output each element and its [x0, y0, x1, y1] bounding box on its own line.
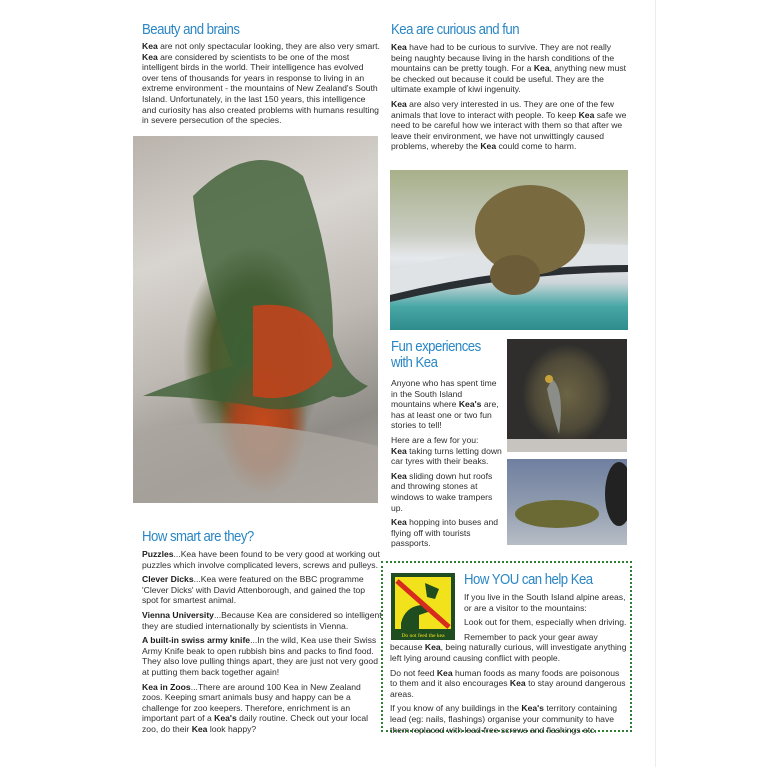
text-run: Remember to pack your gear away because	[390, 631, 598, 653]
bold-run: Kea	[509, 678, 526, 689]
bold-run: Kea	[391, 517, 407, 528]
text-run: ...Because Kea are considered so intelligent they are studied internationally by scientists in Vienna.	[142, 609, 382, 631]
beauty-text	[142, 41, 380, 130]
kea-tyre-icon	[507, 459, 627, 545]
heading-how-you-can-help: How YOU can help Kea	[464, 571, 593, 588]
text-run: , being naturally curious, will investigate anything left lying around causing conflict with people.	[390, 642, 627, 663]
text-run: taking turns letting down car tyres with their beaks.	[391, 445, 502, 467]
paragraph	[391, 517, 503, 549]
kea-wings-spread-photo	[133, 136, 378, 503]
bold-run: Kea	[480, 141, 497, 152]
text-run: daily routine. Check out your local zoo, do their	[142, 713, 369, 734]
paragraph	[142, 549, 382, 570]
heading-fun-experiences-line2: with Kea	[391, 354, 438, 371]
text-run: Do not feed	[390, 667, 437, 678]
bold-run: Clever Dicks	[142, 574, 194, 585]
paragraph	[464, 617, 628, 628]
kea-on-car-photo	[390, 170, 628, 330]
text-run: territory containing lead (eg: nails, flashings) organise your community to have them replaced with lead-free screws and flashings etc.	[390, 703, 618, 735]
bold-run: Kea	[191, 723, 208, 734]
fun-experiences-text	[391, 378, 503, 553]
kea-on-car-icon	[390, 170, 628, 330]
paragraph	[464, 592, 628, 613]
bold-run: Kea's	[521, 703, 544, 714]
paragraph	[142, 635, 382, 677]
text-run: are, has at least one or two fun stories to tell!	[391, 399, 499, 431]
paragraph	[142, 610, 382, 631]
paragraph	[142, 41, 380, 126]
paragraph	[390, 632, 628, 664]
curious-text	[391, 42, 631, 156]
text-run: could come to harm.	[496, 141, 577, 152]
text-run: sliding down hut roofs and throwing stones at windows to wake trampers up.	[391, 470, 493, 513]
kea-closeup-photo	[507, 339, 627, 452]
text-run: If you live in the South Island alpine areas, or are a visitor to the mountains:	[464, 592, 626, 613]
text-run: look happy?	[207, 723, 257, 734]
text-run: hopping into buses and flying off with tourists passports.	[391, 517, 499, 549]
bold-run: Kea	[142, 51, 158, 62]
sign-caption: Do not feed the kea	[401, 633, 445, 639]
text-run: ...Kea were featured on the BBC programme 'Clever Dicks' with David Attenborough, and gained the top spot for smartest animal.	[142, 574, 366, 606]
heading-kea-curious: Kea are curious and fun	[391, 21, 520, 38]
text-run: Anyone who has spent time in the South Island mountains where	[391, 378, 497, 410]
bold-run: A built-in swiss army knife	[142, 635, 251, 646]
text-run: have had to be curious to survive. They are not really being naughty because living in the harsh conditions of the mountains can be pretty tough. For a	[391, 42, 615, 74]
text-run: , anything new must be checked out because it could be useful. They are the ultimate example of kiwi ingenuity.	[391, 63, 627, 95]
bold-run: Kea in Zoos	[142, 681, 191, 692]
text-run: are also very interested in us. They are one of the few animals that love to interact with people. To keep	[391, 98, 614, 120]
bold-run: Kea	[391, 98, 407, 109]
bold-run: Kea	[424, 642, 441, 653]
text-run: ...Kea have been found to be very good at working out puzzles which involve complicated levers, screws and pulleys.	[142, 549, 380, 570]
heading-fun-experiences-line1: Fun experiences	[391, 338, 481, 355]
bold-run: Kea's	[458, 399, 482, 410]
text-run: safe we need to be careful how we interact with them so that after we leave their environment, we have not unwittingly caused problems, whereby the	[391, 109, 627, 152]
bold-run: Kea	[391, 445, 407, 456]
bold-run: Kea	[436, 667, 453, 678]
paragraph	[391, 435, 503, 467]
bold-run: Vienna University	[142, 609, 214, 620]
paragraph	[390, 668, 628, 700]
text-run: If you know of any buildings in the	[390, 703, 522, 714]
paragraph	[142, 682, 382, 735]
text-run: are not only spectacular looking, they are also very smart.	[157, 41, 380, 51]
how-smart-text	[142, 549, 382, 739]
paragraph	[391, 42, 631, 95]
paragraph	[390, 703, 628, 735]
paragraph	[391, 99, 631, 152]
help-text	[390, 592, 628, 739]
bold-run: Puzzles	[142, 549, 174, 559]
paragraph	[391, 378, 503, 431]
heading-how-smart: How smart are they?	[142, 528, 254, 545]
bold-run: Kea	[391, 42, 407, 52]
text-run: Look out for them, especially when driving.	[464, 617, 627, 628]
bold-run: Kea's	[214, 713, 237, 724]
text-run: Here are a few for you:	[391, 434, 479, 445]
heading-beauty-and-brains: Beauty and brains	[142, 21, 240, 38]
text-run: are considered by scientists to be one of the most intelligent birds in the world. Their intelligence has evolved over tens of thousands for years in response to living in an extreme environment - the mountains of New Zealand's South Island. Unfortunately, in the last 150 years, this intelligence and curiosity has also created problems with humans resulting in severe persecution of the species.	[142, 51, 379, 126]
text-run: ...In the wild, Kea use their Swiss Army Knife beak to open rubbish bins and packs to find food. They also love pulling things apart, they are just not very good at putting them back together again!	[142, 635, 378, 677]
bold-run: Kea	[578, 109, 595, 120]
paragraph	[142, 574, 382, 606]
bold-run: Kea	[142, 41, 158, 51]
text-run: to stay around dangerous areas.	[390, 678, 626, 699]
paragraph	[391, 471, 503, 513]
kea-silhouette-icon	[133, 136, 378, 503]
bold-run: Kea	[533, 63, 550, 74]
kea-beak-icon	[507, 339, 627, 452]
text-run: human foods as many foods are poisonous to them and it also encourages	[390, 667, 620, 689]
bold-run: Kea	[391, 470, 407, 481]
kea-by-tyre-photo	[507, 459, 627, 545]
text-run: ...There are around 100 Kea in New Zealand zoos. Keeping smart animals busy and happy can be a challenge for zoo keepers. Therefore, enrichment is an important part of a	[142, 681, 361, 724]
